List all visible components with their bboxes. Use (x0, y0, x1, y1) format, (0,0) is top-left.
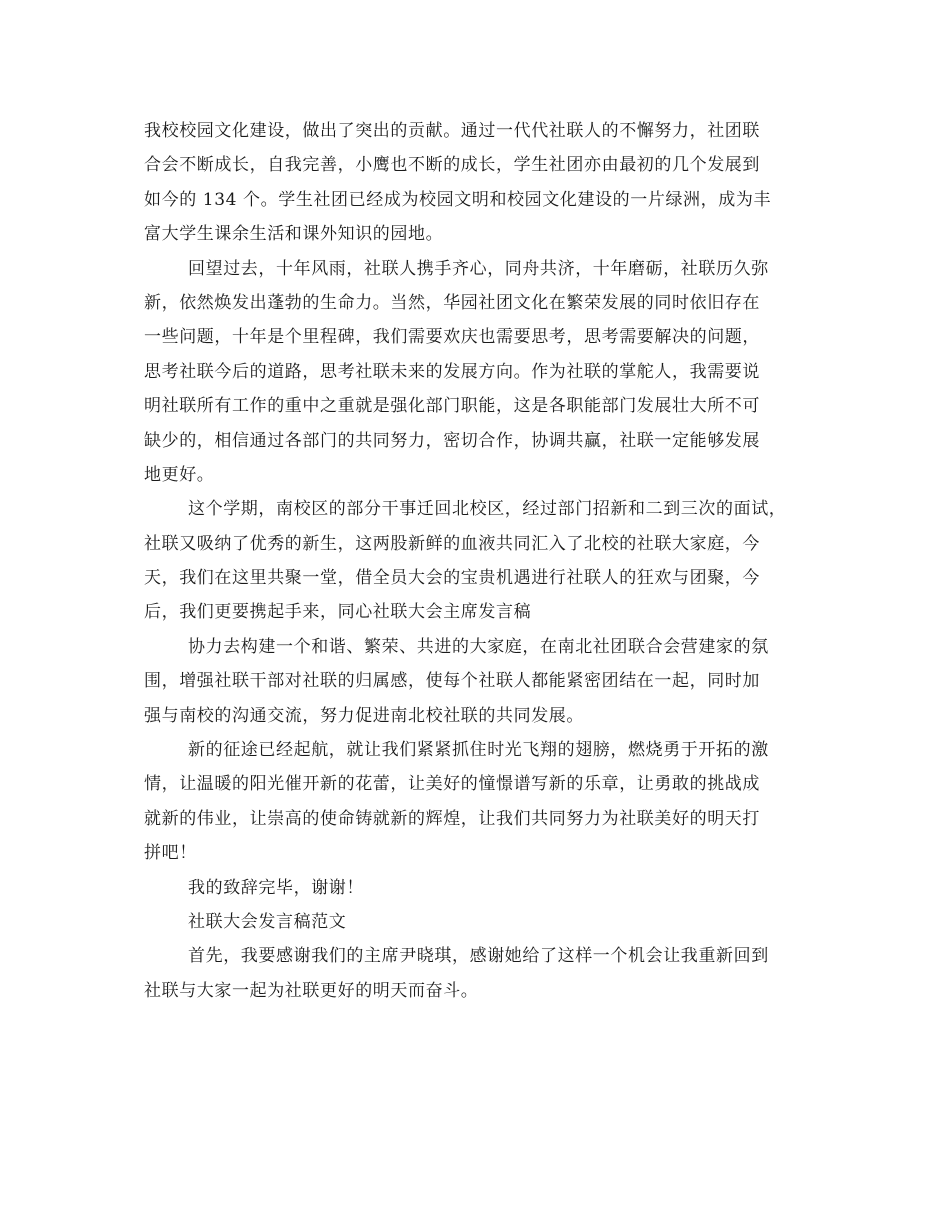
document-body (144, 114, 816, 1008)
text-line: 如今的 134 个。学生社团已经成为校园文明和校园文化建设的一片绿洲，成为丰 (144, 189, 772, 210)
text-line: 首先，我要感谢我们的主席尹晓琪，感谢她给了这样一个机会让我重新回到 (188, 946, 769, 967)
text-line: 一些问题，十年是个里程碑，我们需要欢庆也需要思考，思考需要解决的问题， (144, 327, 760, 348)
text-line: 缺少的，相信通过各部门的共同努力，密切合作，协调共赢，社联一定能够发展 (144, 430, 760, 451)
text-line: 天，我们在这里共聚一堂，借全员大会的宝贵机遇进行社联人的狂欢与团聚，今 (144, 568, 760, 589)
text-line: 我的致辞完毕，谢谢！ (188, 877, 364, 898)
text-line: 回望过去，十年风雨，社联人携手齐心，同舟共济，十年磨砺，社联历久弥 (188, 258, 769, 279)
text-line: 社联大会发言稿范文 (188, 911, 347, 932)
text-line: 社联与大家一起为社联更好的明天而奋斗。 (144, 980, 479, 1001)
text-line: 协力去构建一个和谐、繁荣、共进的大家庭，在南北社团联合会营建家的氛 (188, 636, 769, 657)
text-line: 拼吧！ (144, 843, 197, 864)
text-line: 强与南校的沟通交流，努力促进南北校社联的共同发展。 (144, 705, 584, 726)
text-line: 就新的伟业，让崇高的使命铸就新的辉煌，让我们共同努力为社联美好的明天打 (144, 808, 760, 829)
text-line: 后，我们更要携起手来，同心社联大会主席发言稿 (144, 602, 532, 623)
text-line: 这个学期，南校区的部分干事迁回北校区，经过部门招新和二到三次的面试， (188, 499, 787, 520)
text-line: 明社联所有工作的重中之重就是强化部门职能，这是各职能部门发展壮大所不可 (144, 396, 760, 417)
text-line: 情，让温暖的阳光催开新的花蕾，让美好的憧憬谱写新的乐章，让勇敢的挑战成 (144, 774, 760, 795)
text-line: 社联又吸纳了优秀的新生，这两股新鲜的血液共同汇入了北校的社联大家庭，今 (144, 533, 760, 554)
text-line: 富大学生课余生活和课外知识的园地。 (144, 224, 444, 245)
text-line: 新，依然焕发出蓬勃的生命力。当然，华园社团文化在繁荣发展的同时依旧存在 (144, 292, 760, 313)
text-line: 思考社联今后的道路，思考社联未来的发展方向。作为社联的掌舵人，我需要说 (144, 361, 760, 382)
text-line: 我校校园文化建设，做出了突出的贡献。通过一代代社联人的不懈努力，社团联 (144, 121, 760, 141)
text-line: 地更好。 (144, 464, 215, 485)
text-line: 围，增强社联干部对社联的归属感，使每个社联人都能紧密团结在一起，同时加 (144, 671, 760, 692)
text-line: 合会不断成长，自我完善，小鹰也不断的成长，学生社团亦由最初的几个发展到 (144, 155, 760, 176)
text-line: 新的征途已经起航，就让我们紧紧抓住时光飞翔的翅膀，燃烧勇于开拓的激 (188, 740, 769, 761)
